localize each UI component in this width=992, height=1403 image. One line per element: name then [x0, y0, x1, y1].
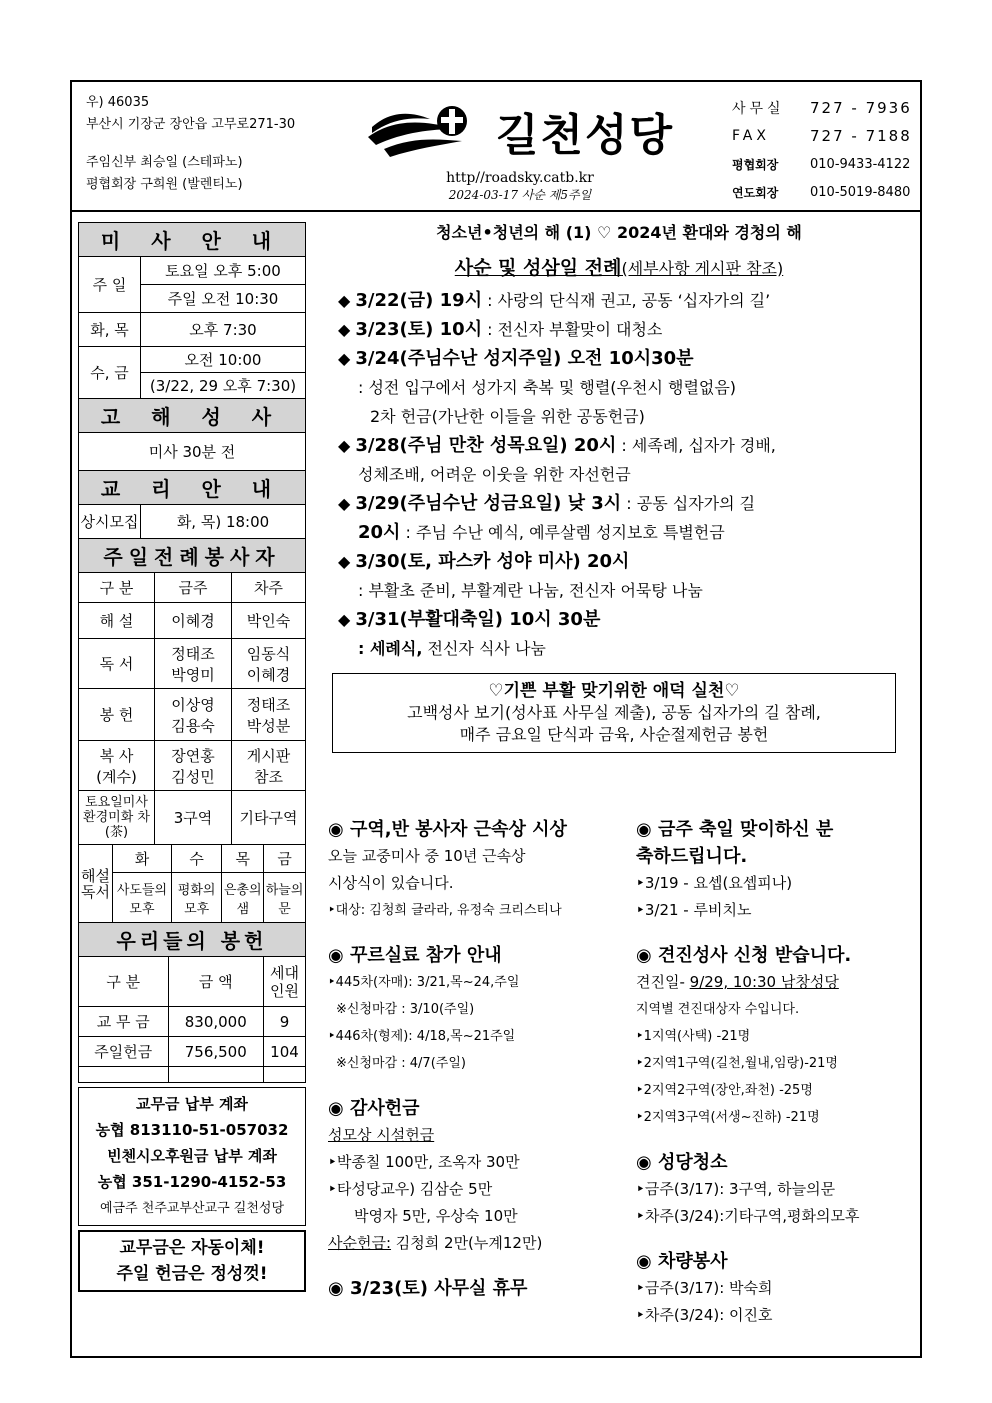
- table-cell: 104: [264, 1037, 306, 1067]
- church-logo-icon: [366, 103, 486, 159]
- header-contacts: [732, 94, 912, 206]
- table-cell: 토요일 오후 5:00: [141, 257, 306, 285]
- church-name: 길천성당: [495, 110, 674, 161]
- schedule-detail: 성체조배, 어려운 이웃을 위한 자선헌금: [358, 465, 631, 484]
- table-cell: 미사 30분 전: [79, 433, 306, 471]
- auto-transfer-note: 교무금은 자동이체! 주일 헌금은 정성껏!: [78, 1230, 306, 1292]
- section-title: 교 리 안 내: [79, 471, 306, 505]
- schedule-detail: : 세례식, 전신자 식사 나눔: [358, 639, 546, 658]
- postal-code: 우) 46035: [86, 95, 150, 110]
- schedule-item: ◆ 3/30(토, 파스카 성야 미사) 20시: [338, 551, 630, 572]
- account-holder: 예금주 천주교부산교구 길천성당: [99, 1201, 285, 1216]
- table-cell: 해 설: [79, 603, 155, 639]
- schedule-detail: 2차 헌금(가난한 이들을 위한 공동헌금): [370, 407, 645, 426]
- table-header: 금: [264, 845, 306, 873]
- contact-value: 010-9433-4122: [810, 156, 911, 172]
- table-cell: 화, 목: [79, 313, 141, 347]
- notice-title: ◉ 성당청소: [636, 1152, 728, 1173]
- pastor-name: 주임신부 최승일 (스테파노): [86, 155, 243, 170]
- table-cell: 주일 오전 10:30: [141, 285, 306, 313]
- charity-box-title: ♡기쁜 부활 맞기위한 애덕 실천♡: [488, 681, 740, 701]
- table-cell: 오전 10:00: [141, 347, 306, 373]
- notice-title: ◉ 견진성사 신청 받습니다.: [636, 945, 852, 966]
- notice-column-left: ◉ 구역,반 봉사자 근속상 시상 오늘 교중미사 중 10년 근속상 시상식이 있습니다. ‣대상: 김청희 글라라, 유정숙 크리스티나 ◉ 꾸르실료 참가 안내 ‣445차(자매): 3/21,목~24,주일 ※신청마감 : 3/10(주일) ‣446차(형제): 4/18,목~21주일 ※신청마감 : 4/7(주일) ◉ 감사헌금 성모상 시설헌금 ‣박종칠 100만, 조옥자 30만 ‣타성당교우) 김삼순 5만 박영자 5만, 우상숙 10만 사순헌금: 김청희 2만(누계12만) ◉ 3/23(토) 사무실 휴무: [328, 816, 624, 1302]
- table-cell: 봉 헌: [79, 689, 155, 741]
- table-cell: 주 일: [79, 257, 141, 313]
- table-header: 구 분: [79, 573, 155, 603]
- table-cell: 복 사 (계수): [79, 741, 155, 791]
- table-cell: 토요일미사 환경미화 차(茶): [79, 791, 155, 845]
- table-cell: 756,500: [168, 1037, 263, 1067]
- schedule-item: ◆ 3/29(주님수난 성금요일) 낮 3시 : 공동 십자가의 길: [338, 493, 756, 514]
- account-title: 교무금 납부 계좌: [136, 1095, 248, 1113]
- table-header: 금주: [155, 573, 232, 603]
- schedule-item: ◆ 3/23(토) 10시 : 전신자 부활맞이 대청소: [338, 319, 663, 340]
- table-cell: 주일헌금: [79, 1037, 169, 1067]
- charity-box-line: 매주 금요일 단식과 금육, 사순절제헌금 봉헌: [459, 725, 769, 744]
- bulletin-date: 2024-03-17 사순 제5주일: [448, 188, 592, 202]
- contact-label: FAX: [732, 128, 770, 144]
- schedule-item: ◆ 3/22(금) 19시 : 사랑의 단식재 권고, 공동 ‘십자가의 길’: [338, 290, 771, 311]
- notice-title: ◉ 금주 축일 맞이하신 분: [636, 819, 834, 840]
- table-cell: 해설독서: [79, 845, 113, 923]
- lent-liturgy-heading: 사순 및 성삼일 전례(세부사항 게시판 참조): [454, 257, 784, 279]
- account-title: 빈첸시오후원금 납부 계좌: [107, 1147, 277, 1165]
- header-center: [350, 96, 690, 203]
- bulletin-frame: [70, 80, 922, 1358]
- council-head: 평협회장 구희원 (발렌티노): [86, 177, 243, 192]
- table-cell: 하늘의문: [264, 873, 306, 923]
- table-cell: 정태조 박영미: [155, 639, 232, 689]
- notice-title: ◉ 3/23(토) 사무실 휴무: [328, 1278, 528, 1299]
- table-cell: 상시모집: [79, 505, 141, 539]
- schedule-item: ◆ 3/28(주님 만찬 성목요일) 20시 : 세족례, 십자가 경배,: [338, 435, 776, 456]
- section-title: 주일전례봉사자: [79, 539, 306, 573]
- table-cell: 수, 금: [79, 347, 141, 399]
- left-column: [78, 222, 306, 1292]
- right-column: [324, 216, 914, 1324]
- table-cell: [79, 1067, 169, 1083]
- table-cell: 9: [264, 1007, 306, 1037]
- mass-schedule-table: [78, 222, 306, 539]
- contact-label: 연도회장: [732, 185, 779, 200]
- table-cell: 박인숙: [232, 603, 306, 639]
- notice-title: ◉ 꾸르실료 참가 안내: [328, 945, 502, 966]
- notice-column-right: ◉ 금주 축일 맞이하신 분 축하드립니다. ‣3/19 - 요셉(요셉피나) ‣3/21 - 루비치노 ◉ 견진성사 신청 받습니다. 견진일- 9/29, 10:30 남창성당 지역별 견진대상자 수입니다. ‣1지역(사택) -21명 ‣2지역1구역(길천,월내,임랑)-21명 ‣2지역2구역(장안,좌천) -25명 ‣2지역3구역(서생~진하) -21명 ◉ 성당청소 ‣금주(3/17): 3구역, 하늘의문 ‣차주(3/24):기타구역,평화의모후 ◉ 차량봉사 ‣금주(3/17): 박숙희 ‣차주(3/24): 이진호: [636, 816, 926, 1329]
- section-title: 미 사 안 내: [79, 223, 306, 257]
- account-info: [78, 1087, 306, 1226]
- schedule-item: ◆ 3/31(부활대축일) 10시 30분: [338, 609, 601, 630]
- account-number: 농협 351-1290-4152-53: [97, 1173, 287, 1191]
- table-cell: 오후 7:30: [141, 313, 306, 347]
- table-header: 세대인원: [264, 957, 306, 1007]
- charity-box: [332, 673, 896, 753]
- notice-title: ◉ 구역,반 봉사자 근속상 시상: [328, 819, 567, 840]
- schedule-detail: 20시 : 주님 수난 예식, 예루살렘 성지보호 특별헌금: [358, 522, 725, 543]
- table-cell: 게시판 참조: [232, 741, 306, 791]
- table-cell: 기타구역: [232, 791, 306, 845]
- notice-title: ◉ 차량봉사: [636, 1251, 728, 1272]
- church-url[interactable]: http//roadsky.catb.kr: [446, 170, 594, 186]
- church-address: 부산시 기장군 장안읍 고무로271-30: [86, 117, 296, 132]
- contact-value: 727 - 7188: [810, 127, 912, 145]
- table-cell: 독 서: [79, 639, 155, 689]
- table-header: 수: [171, 845, 221, 873]
- table-cell: 임동식 이혜경: [232, 639, 306, 689]
- year-theme: 청소년•청년의 해 (1) ♡ 2024년 환대와 경청의 해: [436, 223, 802, 242]
- table-cell: [264, 1067, 306, 1083]
- charity-box-line: 고백성사 보기(성사표 사무실 제출), 공동 십자가의 길 참례,: [407, 703, 821, 722]
- table-header: 구 분: [79, 957, 169, 1007]
- table-cell: 이상영 김용숙: [155, 689, 232, 741]
- schedule-detail: : 부활초 준비, 부활계란 나눔, 전신자 어묵탕 나눔: [358, 581, 703, 600]
- bulletin-header: [72, 82, 920, 212]
- notice-title: ◉ 감사헌금: [328, 1098, 420, 1119]
- table-cell: 3구역: [155, 791, 232, 845]
- liturgy-servers-table: [78, 538, 306, 845]
- offering-table: [78, 922, 306, 1083]
- table-header: 금 액: [168, 957, 263, 1007]
- contact-value: 010-5019-8480: [810, 184, 911, 200]
- table-cell: [168, 1067, 263, 1083]
- account-number: 농협 813110-51-057032: [95, 1121, 289, 1139]
- table-cell: 교 무 금: [79, 1007, 169, 1037]
- contact-label: 평협회장: [732, 157, 779, 172]
- section-title: 우리들의 봉헌: [79, 923, 306, 957]
- table-cell: 830,000: [168, 1007, 263, 1037]
- table-cell: 정태조 박성분: [232, 689, 306, 741]
- contact-label: 사무실: [732, 101, 785, 117]
- daily-reading-table: [78, 844, 306, 923]
- table-cell: (3/22, 29 오후 7:30): [141, 373, 306, 399]
- table-header: 목: [222, 845, 264, 873]
- table-cell: 장연홍 김성민: [155, 741, 232, 791]
- schedule-detail: : 성전 입구에서 성가지 축복 및 행렬(우천시 행렬없음): [358, 378, 737, 397]
- table-cell: 은총의샘: [222, 873, 264, 923]
- table-cell: 화, 목) 18:00: [141, 505, 306, 539]
- section-title: 고 해 성 사: [79, 399, 306, 433]
- table-cell: 평화의모후: [171, 873, 221, 923]
- table-header: 화: [113, 845, 172, 873]
- liturgy-schedule: [324, 286, 914, 663]
- header-left-info: [86, 92, 295, 196]
- schedule-item: ◆ 3/24(주님수난 성지주일) 오전 10시30분: [338, 348, 694, 369]
- table-cell: 이혜경: [155, 603, 232, 639]
- table-cell: 사도들의모후: [113, 873, 172, 923]
- contact-value: 727 - 7936: [810, 99, 912, 117]
- table-header: 차주: [232, 573, 306, 603]
